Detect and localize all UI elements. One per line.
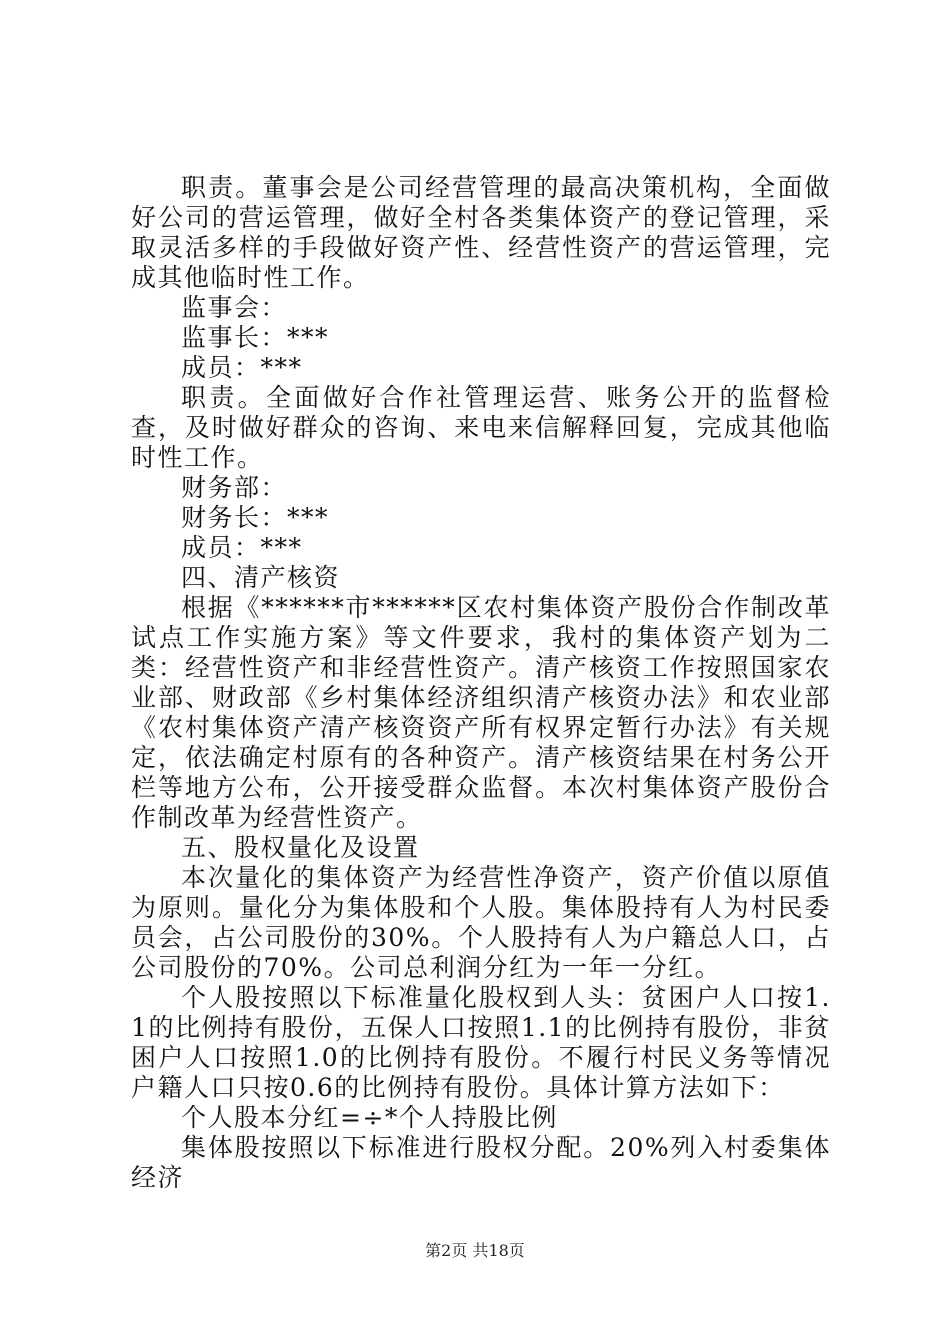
- section-heading-asset-verification: 四、清产核资: [181, 563, 341, 592]
- finance-chief-line: 财务长：***: [181, 503, 330, 532]
- paragraph-equity-quantification: 本次量化的集体资产为经营性净资产，资产价值以原值为原则。量化分为集体股和个人股。集体股持有人为村民委员会，占公司股份的30%。个人股持有人为户籍总人口，占公司股份的70%。公司总利润分红为一年一分红。: [131, 863, 831, 982]
- finance-members-line: 成员：***: [181, 533, 303, 562]
- formula-line: 个人股本分红=÷*个人持股比例: [181, 1103, 558, 1132]
- supervisory-members-line: 成员：***: [181, 353, 303, 382]
- paragraph-asset-verification: 根据《******市******区农村集体资产股份合作制改革试点工作实施方案》等文件要求，我村的集体资产划为二类：经营性资产和非经营性资产。清产核资工作按照国家农业部、财政部《乡村集体经济组织清产核资办法》和农业部《农村集体资产清产核资资产所有权界定暂行办法》有关规定，依法确定村原有的各种资产。清产核资结果在村务公开栏等地方公布，公开接受群众监督。本次村集体资产股份合作制改革为经营性资产。: [131, 593, 831, 832]
- document-body: [131, 173, 831, 1193]
- paragraph-supervisory-duties: 职责。全面做好合作社管理运营、账务公开的监督检查，及时做好群众的咨询、来电来信解释回复，完成其他临时性工作。: [131, 383, 831, 472]
- paragraph-collective-shares: 集体股按照以下标准进行股权分配。20%列入村委集体经济: [131, 1133, 831, 1192]
- heading-finance-department: 财务部：: [181, 473, 288, 502]
- section-heading-equity-quantification: 五、股权量化及设置: [181, 833, 420, 862]
- page-number: 第2页 共18页: [425, 1241, 525, 1260]
- supervisor-chief-line: 监事长：***: [181, 323, 330, 352]
- paragraph-individual-shares: 个人股按照以下标准量化股权到人头：贫困户人口按1.1的比例持有股份，五保人口按照1.1的比例持有股份，非贫困户人口按照1.0的比例持有股份。不履行村民义务等情况户籍人口只按0.6的比例持有股份。具体计算方法如下：: [131, 983, 831, 1102]
- heading-supervisory-board: 监事会：: [181, 293, 288, 322]
- paragraph-board-duties: 职责。董事会是公司经营管理的最高决策机构，全面做好公司的营运管理，做好全村各类集体资产的登记管理，采取灵活多样的手段做好资产性、经营性资产的营运管理，完成其他临时性工作。: [131, 173, 831, 292]
- page-footer: [0, 1241, 950, 1261]
